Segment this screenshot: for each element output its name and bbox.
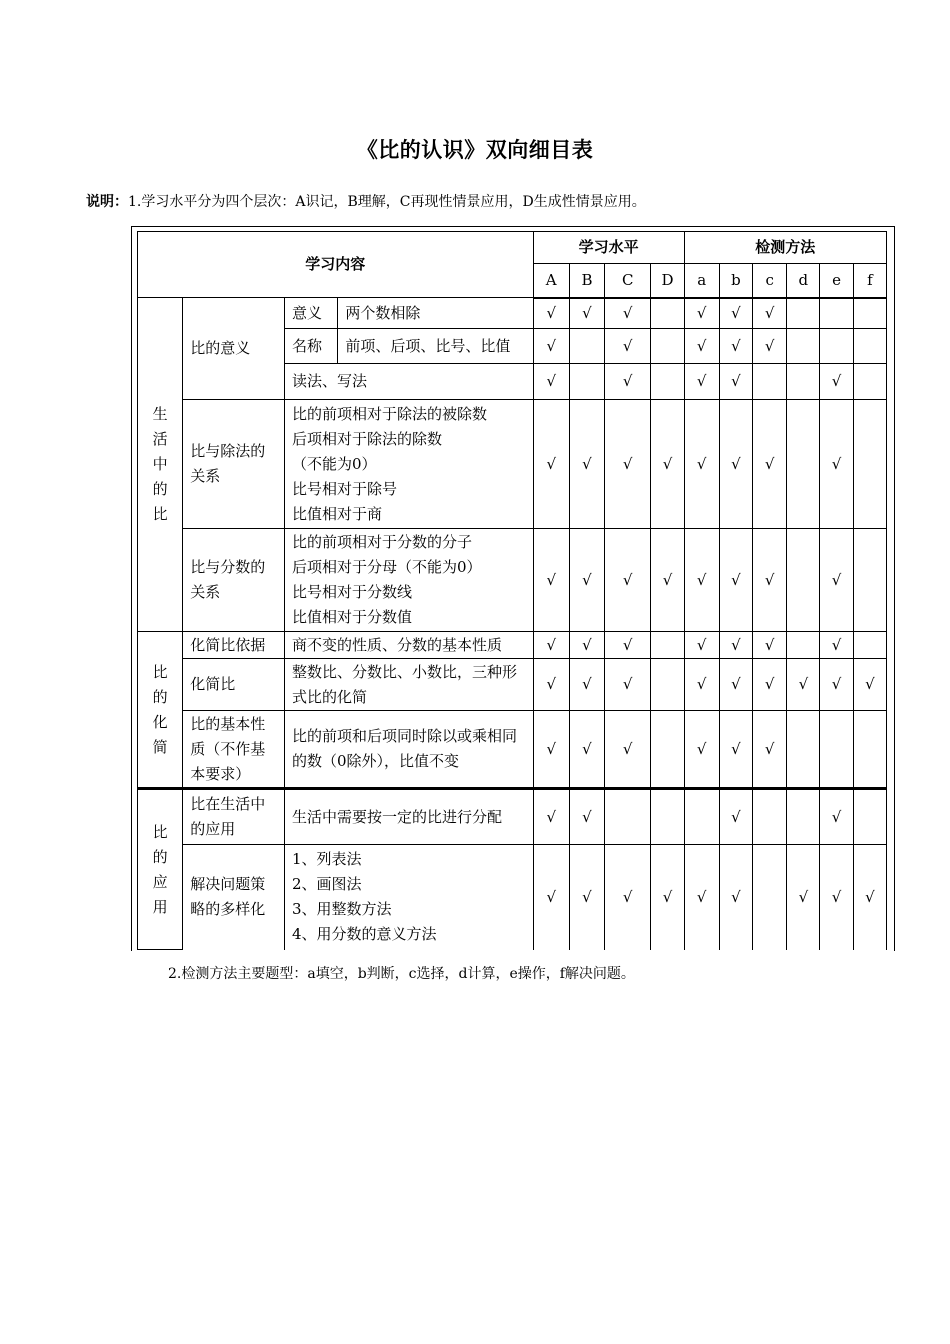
check-mark: √ [820,529,853,632]
topic-cell: 比与除法的关系 [183,400,285,529]
desc-line: 后项相对于分母（不能为0） [291,558,482,576]
method-label: a [684,264,719,298]
check-mark: √ [753,400,787,529]
desc-line: 比值相对于商 [291,504,382,523]
check-mark: √ [569,400,604,529]
check-mark: √ [605,632,651,659]
topic-cell: 比的意义 [183,298,285,400]
topic-cell: 化简比依据 [183,632,285,659]
empty-cell [753,845,787,950]
desc-cell [284,845,533,950]
method-label: f [853,264,886,298]
group-label-text: 比 的 化 简 [152,662,168,756]
empty-cell [651,364,684,400]
level-label: C [605,264,651,298]
desc-line: 3、用整数方法 [291,900,392,919]
desc-line: 比号相对于除号 [291,479,397,498]
empty-cell [787,364,820,400]
check-mark: √ [605,298,651,329]
check-mark: √ [533,845,569,950]
group-label [138,632,183,789]
check-mark: √ [853,845,886,950]
check-mark: √ [719,789,752,845]
desc-cell: 前项、后项、比号、比值 [338,329,533,364]
desc-cell [284,529,533,632]
empty-cell [787,632,820,659]
method-label: d [787,264,820,298]
desc-line: （不能为0） [291,454,377,473]
level-label: D [651,264,684,298]
desc-line: 比的前项相对于分数的分子 [291,533,472,551]
check-mark: √ [651,400,684,529]
desc-line: 后项相对于除法的除数 [291,429,442,448]
check-mark: √ [605,364,651,400]
method-label: c [753,264,787,298]
empty-cell [684,789,719,845]
check-mark: √ [684,298,719,329]
note-line-1 [86,191,646,211]
topic-cell: 比在生活中的应用 [183,789,285,845]
empty-cell [651,711,684,789]
check-mark: √ [684,632,719,659]
check-mark: √ [605,400,651,529]
check-mark: √ [719,845,752,950]
note-text-1: 1.学习水平分为四个层次：A识记，B理解，C再现性情景应用，D生成性情景应用。 [128,194,646,210]
desc-line: 4、用分数的意义方法 [291,925,437,944]
desc-line: 比值相对于分数值 [291,608,412,626]
check-mark: √ [719,529,752,632]
check-mark: √ [719,632,752,659]
check-mark: √ [820,789,853,845]
check-mark: √ [533,329,569,364]
empty-cell [853,789,886,845]
check-mark: √ [719,298,752,329]
header-method: 检测方法 [684,232,886,264]
desc-line: 比的前项相对于除法的被除数 [291,404,487,423]
method-label: e [820,264,853,298]
note-line-2: 2.检测方法主要题型：a填空，b判断，c选择，d计算，e操作，f解决问题。 [168,966,635,982]
check-mark: √ [820,845,853,950]
check-mark: √ [820,364,853,400]
check-mark: √ [753,632,787,659]
empty-cell [787,789,820,845]
desc-cell: 比的前项和后项同时除以或乘相同的数（0除外），比值不变 [284,711,533,789]
check-mark: √ [684,529,719,632]
level-label: A [533,264,569,298]
check-mark: √ [753,711,787,789]
check-mark: √ [605,329,651,364]
check-mark: √ [533,711,569,789]
desc-line: 比号相对于分数线 [291,583,412,601]
empty-cell [853,632,886,659]
check-mark: √ [787,659,820,711]
empty-cell [753,789,787,845]
check-mark: √ [533,529,569,632]
check-mark: √ [569,298,604,329]
empty-cell [651,659,684,711]
check-mark: √ [605,711,651,789]
check-mark: √ [719,711,752,789]
header-content: 学习内容 [138,232,534,298]
check-mark: √ [605,845,651,950]
check-mark: √ [533,659,569,711]
topic-cell: 化简比 [183,659,285,711]
check-mark: √ [651,529,684,632]
check-mark: √ [820,659,853,711]
sub-cell: 名称 [284,329,337,364]
group-label-text: 比 的 应 用 [152,822,168,916]
empty-cell [651,298,684,329]
empty-cell [820,329,853,364]
desc-cell [284,400,533,529]
check-mark: √ [533,298,569,329]
check-mark: √ [569,632,604,659]
empty-cell [853,298,886,329]
check-mark: √ [719,400,752,529]
empty-cell [787,298,820,329]
check-mark: √ [569,845,604,950]
topic-cell: 比与分数的关系 [183,529,285,632]
method-label: b [719,264,752,298]
check-mark: √ [533,364,569,400]
check-mark: √ [753,329,787,364]
empty-cell [787,400,820,529]
empty-cell [651,789,684,845]
check-mark: √ [753,659,787,711]
detail-table [137,231,887,950]
check-mark: √ [651,845,684,950]
empty-cell [820,711,853,789]
check-mark: √ [684,364,719,400]
desc-cell: 整数比、分数比、小数比，三种形式比的化简 [284,659,533,711]
check-mark: √ [684,711,719,789]
check-mark: √ [820,400,853,529]
check-mark: √ [533,789,569,845]
check-mark: √ [569,529,604,632]
empty-cell [651,329,684,364]
empty-cell [853,329,886,364]
empty-cell [820,298,853,329]
desc-cell: 两个数相除 [338,298,533,329]
sub-cell: 意义 [284,298,337,329]
check-mark: √ [605,659,651,711]
check-mark: √ [569,711,604,789]
empty-cell [787,711,820,789]
desc-cell: 生活中需要按一定的比进行分配 [284,789,533,845]
group-label [138,789,183,950]
check-mark: √ [820,632,853,659]
empty-cell [853,364,886,400]
desc-cell: 读法、写法 [284,364,533,400]
empty-cell [787,329,820,364]
check-mark: √ [684,659,719,711]
topic-cell: 比的基本性质（不作基本要求） [183,711,285,789]
desc-line: 2、画图法 [291,875,362,894]
check-mark: √ [719,659,752,711]
header-level: 学习水平 [533,232,684,264]
group-label [138,298,183,632]
check-mark: √ [569,659,604,711]
level-label: B [569,264,604,298]
check-mark: √ [533,400,569,529]
empty-cell [605,789,651,845]
desc-cell: 商不变的性质、分数的基本性质 [284,632,533,659]
empty-cell [853,711,886,789]
empty-cell [853,529,886,632]
check-mark: √ [533,632,569,659]
empty-cell [651,632,684,659]
group-label-text: 生 活 中 的 比 [152,405,168,523]
check-mark: √ [853,659,886,711]
note-label: 说明： [86,194,128,210]
empty-cell [753,364,787,400]
check-mark: √ [684,845,719,950]
check-mark: √ [605,529,651,632]
check-mark: √ [787,845,820,950]
check-mark: √ [753,529,787,632]
check-mark: √ [569,789,604,845]
desc-line: 1、列表法 [291,850,362,869]
check-mark: √ [684,400,719,529]
empty-cell [569,329,604,364]
empty-cell [853,400,886,529]
topic-cell: 解决问题策略的多样化 [183,845,285,950]
empty-cell [569,364,604,400]
check-mark: √ [719,329,752,364]
page-title: 《比的认识》双向细目表 [356,138,594,162]
check-mark: √ [719,364,752,400]
empty-cell [787,529,820,632]
check-mark: √ [684,329,719,364]
check-mark: √ [753,298,787,329]
